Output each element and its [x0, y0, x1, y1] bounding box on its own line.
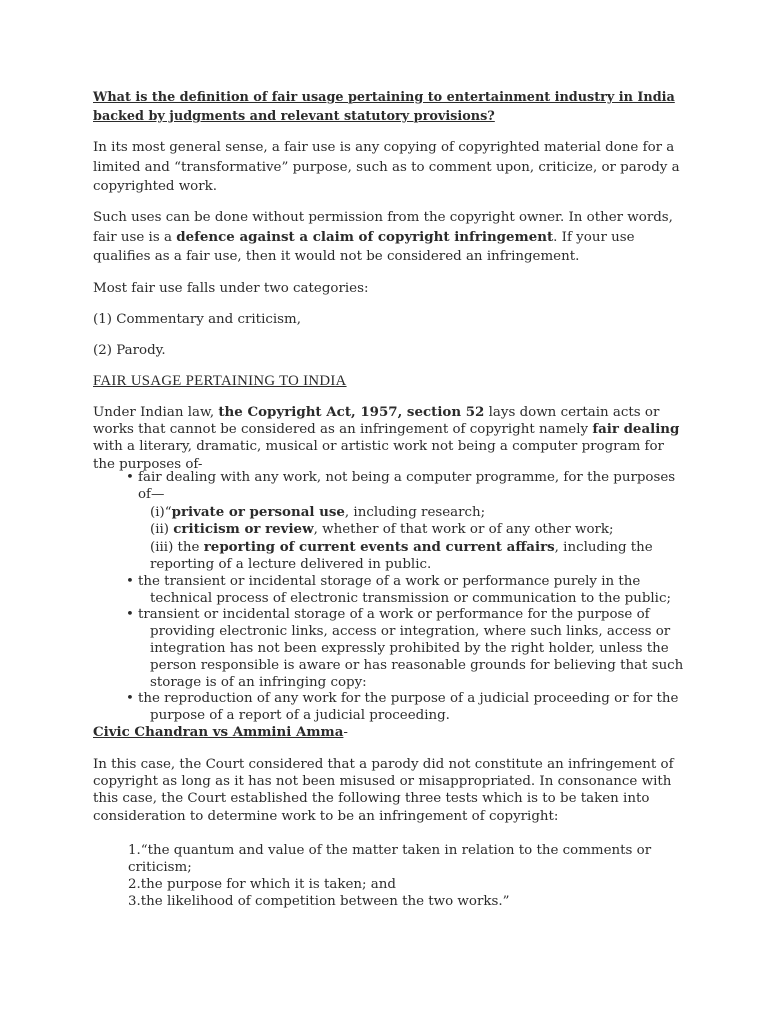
- case-title: Civic Chandran vs Ammini Amma: [93, 724, 344, 740]
- document-title-line-1: What is the definition of fair usage pertaining to entertainment industry in India: [93, 90, 675, 105]
- sub-item-ii-prefix: (ii): [150, 522, 174, 538]
- fair-dealing-list: [110, 470, 690, 725]
- sub-item-i-bold: private or personal use: [171, 503, 345, 520]
- case-heading: [93, 723, 683, 743]
- indian-law-bold-act: the Copyright Act, 1957, section 52: [218, 404, 485, 420]
- bullet-3-text: • transient or incidental storage of a work or performance for the purpose of providing electronic links, access or integration, where such links, access or integration has not been expressly prohibited by the right holder, unless the person responsible is aware or has reasonable grounds for believing that such storage is of an infringing copy:: [138, 607, 684, 690]
- list-item: 2.the purpose for which it is taken; and: [128, 877, 396, 892]
- bullet-1-text: fair dealing with any work, not being a computer programme, for the purposes of—: [138, 470, 676, 502]
- sub-item-ii: [138, 521, 690, 539]
- indian-law-paragraph: [93, 404, 683, 473]
- category-1: (1) Commentary and criticism,: [93, 312, 301, 327]
- categories-intro: Most fair use falls under two categories:: [93, 281, 369, 296]
- intro-p2-bold: defence against a claim of copyright infringement: [176, 228, 554, 245]
- sub-item-i-prefix: (i)“: [150, 504, 172, 520]
- sub-item-iii-rest: , including the reporting of a lecture delivered in public.: [150, 540, 653, 572]
- document-title: [93, 88, 683, 126]
- case-body: In this case, the Court considered that a parody did not constitute an infringement of copyright as long as it has not been misused or misappropriated. In consonance with this case, the Court established the following three tests which is to be taken into consideration to determine work to be an infringement of copyright:: [93, 757, 674, 824]
- sub-item-iii: [138, 539, 690, 574]
- bullet-2-text: • the transient or incidental storage of a work or performance purely in the technical process of electronic transmission or communication to the public;: [138, 573, 671, 606]
- sub-item-iii-bold: reporting of current events and current affairs: [203, 539, 555, 556]
- indian-law-bold-fair-dealing: fair dealing: [592, 421, 680, 438]
- list-item: [110, 691, 690, 725]
- category-2: (2) Parody.: [93, 343, 166, 358]
- list-item: [110, 607, 690, 691]
- intro-p2-text-end: . If your use qualifies as a fair use, then it would not be considered an infringement.: [93, 229, 635, 264]
- sub-item-ii-rest: , whether of that work or of any other work;: [313, 522, 614, 538]
- bullet-4-text: • the reproduction of any work for the purpose of a judicial proceeding or for the purpose of a report of a judicial proceeding.: [138, 691, 679, 724]
- sub-item-ii-bold: criticism or review: [173, 521, 314, 538]
- indian-law-text-1: Under Indian law,: [93, 405, 219, 420]
- tests-list: [128, 842, 688, 910]
- document-title-line-2: backed by judgments and relevant statutory provisions?: [93, 109, 495, 124]
- case-title-dash: -: [343, 725, 348, 740]
- indian-law-text-2: lays down certain acts or works that cannot be considered as an infringement of copyright namely: [93, 405, 660, 438]
- intro-paragraph-1: In its most general sense, a fair use is any copying of copyrighted material done for a limited and “transformative” purpose, such as to comment upon, criticize, or parody a copyrighted work.: [93, 140, 680, 194]
- sub-item-iii-prefix: (iii) the: [150, 540, 204, 556]
- list-item: 1.“the quantum and value of the matter taken in relation to the comments or criticism;: [128, 843, 652, 875]
- list-item: 3.the likelihood of competition between the two works.”: [128, 894, 510, 909]
- indian-law-text-3: with a literary, dramatic, musical or artistic work not being a computer program for the purposes of-: [93, 439, 664, 472]
- list-item: [110, 574, 690, 608]
- section-heading: FAIR USAGE PERTAINING TO INDIA: [93, 373, 347, 389]
- intro-p2-text-start: Such uses can be done without permission from the copyright owner. In other words, fair use is a: [93, 210, 673, 245]
- intro-paragraph-2: [93, 208, 683, 267]
- list-item: [110, 470, 690, 574]
- sub-item-i-rest: , including research;: [344, 504, 486, 520]
- sub-item-i: [138, 504, 690, 522]
